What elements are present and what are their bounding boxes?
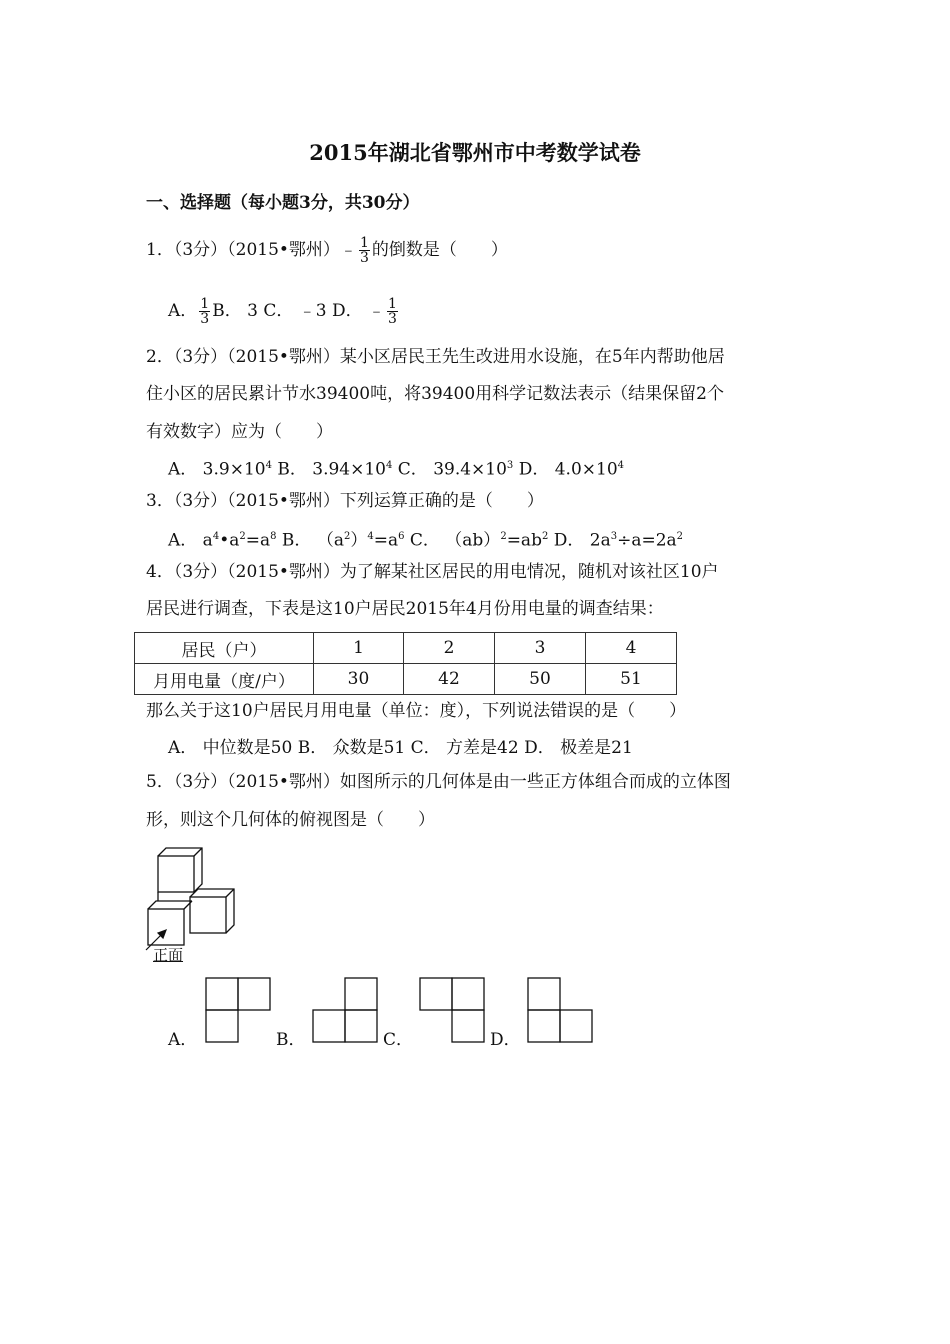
- table-cell: 51: [586, 664, 677, 695]
- q1-optD-fraction: [387, 297, 398, 326]
- q1-prefix: 1．（3分）（2015•鄂州）﹣: [146, 240, 357, 260]
- q1-optD-num: 1: [387, 296, 397, 312]
- q2-optB: B． 3.94×10: [271, 459, 386, 480]
- q3-d-e1: 3: [610, 531, 618, 542]
- section-heading: 一、选择题（每小题3分，共30分）: [146, 193, 420, 213]
- table-cell: 月用电量（度/户）: [135, 664, 314, 695]
- q1-optA-label: A．: [168, 301, 198, 321]
- q3-a-e3: 8: [270, 531, 277, 542]
- q2-line2: 住小区的居民累计节水39400吨，将39400用科学记数法表示（结果保留2个: [146, 384, 724, 404]
- q3-d-eq: ÷a=2a: [617, 530, 677, 551]
- table-cell: 4: [586, 633, 677, 664]
- q1-fraction: [359, 236, 370, 265]
- cube-solid-figure: [140, 842, 250, 952]
- q2-expD: 4: [617, 460, 625, 471]
- q5-line1: 5．（3分）（2015•鄂州）如图所示的几何体是由一些正方体组合而成的立体图: [146, 772, 731, 792]
- front-view-label: 正面: [153, 946, 184, 964]
- q5-optD-label: D．: [490, 1030, 521, 1050]
- q5-optC-figure: [418, 976, 488, 1046]
- q2-line1: 2．（3分）（2015•鄂州）某小区居民王先生改进用水设施，在5年内帮助他居: [146, 347, 725, 367]
- table-cell: 42: [404, 664, 495, 695]
- table-cell: 50: [495, 664, 586, 695]
- q1-optD-den: 3: [387, 311, 397, 327]
- q5-optA-label: A．: [168, 1030, 198, 1050]
- question-1-stem: [146, 236, 508, 265]
- q5-line2: 形，则这个几何体的俯视图是（ ）: [146, 810, 435, 830]
- q3-options: [168, 526, 683, 552]
- table-cell: 1: [314, 633, 404, 664]
- q3-c-eq: =ab: [506, 530, 542, 551]
- q2-optA: A． 3.9×10: [168, 459, 266, 480]
- q3-optC-label: C． （ab）: [404, 530, 501, 551]
- table-cell: 2: [404, 633, 495, 664]
- q1-options-rest: B． 3 C． ﹣3 D． ﹣: [212, 301, 385, 321]
- q2-expB: 4: [386, 460, 393, 471]
- table-cell: 3: [495, 633, 586, 664]
- q1-frac-num: 1: [359, 235, 369, 251]
- table-row: [135, 633, 677, 664]
- q3-optD-label: D． 2a: [548, 530, 611, 551]
- q4-line1: 4．（3分）（2015•鄂州）为了解某社区居民的用电情况，随机对该社区10户: [146, 562, 719, 582]
- q3-b-eq: =a: [373, 530, 399, 551]
- q3-c-e1: 2: [500, 531, 507, 542]
- q5-optB-figure: [311, 976, 381, 1046]
- q3-b-e1: 2: [343, 531, 351, 542]
- q4-options: A． 中位数是50 B． 众数是51 C． 方差是42 D． 极差是21: [168, 738, 633, 758]
- q2-optD: D． 4.0×10: [513, 459, 618, 480]
- electricity-table: [134, 632, 677, 695]
- q3-a-e1: 4: [212, 531, 220, 542]
- q3-optB-label: B． （a: [276, 530, 344, 551]
- q2-options: [168, 455, 624, 481]
- q1-frac-den: 3: [359, 250, 369, 266]
- q3-a-eq: =a: [245, 530, 271, 551]
- table-row: [135, 664, 677, 695]
- q5-optD-figure: [526, 976, 596, 1046]
- q4-line2: 居民进行调查，下表是这10户居民2015年4月份用电量的调查结果：: [146, 599, 664, 619]
- q2-expA: 4: [265, 460, 272, 471]
- q3-b-mid: ）: [350, 530, 368, 551]
- q3-a-e2: 2: [239, 531, 246, 542]
- question-1-options: [168, 297, 400, 326]
- q3-b-e2: 4: [367, 531, 374, 542]
- q5-optC-label: C．: [383, 1030, 414, 1050]
- q1-optA-fraction: [199, 297, 210, 326]
- q5-optB-label: B．: [276, 1030, 306, 1050]
- q2-optC: C． 39.4×10: [392, 459, 507, 480]
- table-cell: 30: [314, 664, 404, 695]
- q3-a-mid: •a: [219, 530, 240, 551]
- q3-stem: 3．（3分）（2015•鄂州）下列运算正确的是（ ）: [146, 491, 544, 511]
- q3-b-e3: 6: [398, 531, 405, 542]
- page-title: 2015年湖北省鄂州市中考数学试卷: [309, 140, 641, 165]
- table-cell: 居民（户）: [135, 633, 314, 664]
- q1-suffix: 的倒数是（ ）: [371, 240, 508, 260]
- q2-expC: 3: [506, 460, 514, 471]
- q3-optA-label: A． a: [168, 530, 213, 551]
- q3-c-e2: 2: [541, 531, 549, 542]
- q1-optA-den: 3: [200, 311, 210, 327]
- q4-line3: 那么关于这10户居民月用电量（单位：度），下列说法错误的是（ ）: [146, 701, 687, 721]
- q1-optA-num: 1: [200, 296, 210, 312]
- q3-d-e2: 2: [676, 531, 684, 542]
- q5-optA-figure: [204, 976, 274, 1046]
- q2-line3: 有效数字）应为（ ）: [146, 422, 333, 442]
